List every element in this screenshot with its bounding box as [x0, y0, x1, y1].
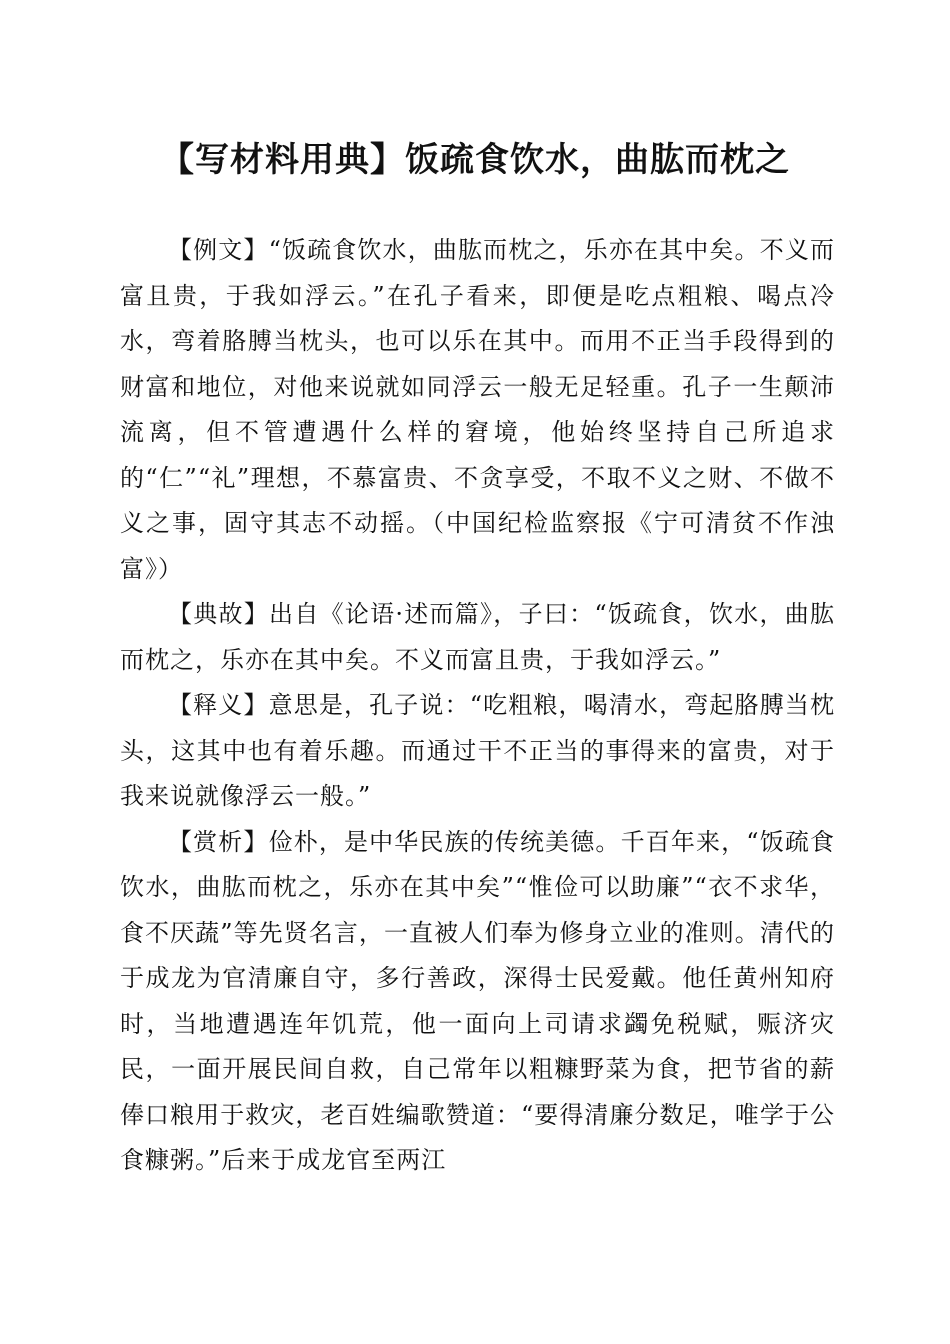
document-title: 【写材料用典】饭疏食饮水，曲肱而枕之	[160, 140, 790, 180]
paragraph-appreciation: 【赏析】俭朴，是中华民族的传统美德。千百年来，“饭疏食饮水，曲肱而枕之，乐亦在其中矣”“惟俭可以助廉”“衣不求华，食不厌蔬”等先贤名言，一直被人们奉为修身立业的准则。清代的于成龙为官清廉自守，多行善政，深得士民爱戴。他任黄州知府时，当地遭遇连年饥荒，他一面向上司请求蠲免税赋，赈济灾民，一面开展民间自救，自己常年以粗糠野菜为食，把节省的薪俸口粮用于救灾，老百姓编歌赞道：“要得清廉分数足，唯学于公食糠粥。”后来于成龙官至两江	[120, 827, 835, 1174]
paragraph-example: 【例文】“饭疏食饮水，曲肱而枕之，乐亦在其中矣。不义而富且贵，于我如浮云。”在孔子看来，即便是吃点粗粮、喝点冷水，弯着胳膊当枕头，也可以乐在其中。而用不正当手段得到的财富和地位，对他来说就如同浮云一般无足轻重。孔子一生颠沛流离，但不管遭遇什么样的窘境，他始终坚持自己所追求的“仁”“礼”理想，不慕富贵、不贪享受，不取不义之财、不做不义之事，固守其志不动摇。（中国纪检监察报《宁可清贫不作浊富》）	[120, 236, 835, 583]
document-body	[120, 228, 835, 1184]
paragraph-allusion: 【典故】出自《论语·述而篇》，子曰：“饭疏食，饮水，曲肱而枕之，乐亦在其中矣。不义而富且贵，于我如浮云。”	[120, 600, 835, 674]
paragraph-interpretation: 【释义】意思是，孔子说：“吃粗粮，喝清水，弯起胳膊当枕头，这其中也有着乐趣。而通过干不正当的事得来的富贵，对于我来说就像浮云一般。”	[120, 691, 835, 810]
